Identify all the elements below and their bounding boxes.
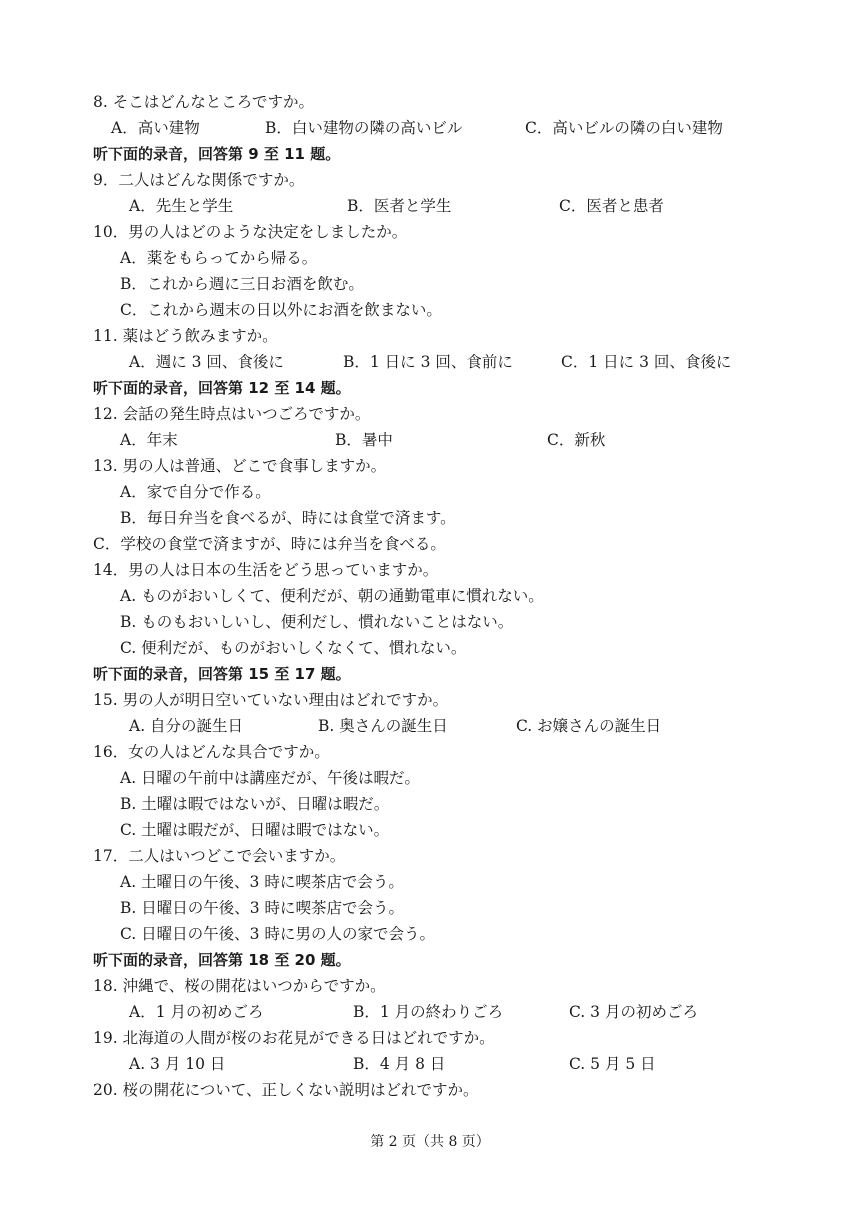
question-13: 13. 男の人は普通、どこで食事しますか。 xyxy=(93,457,387,475)
option-a: A．週に 3 回、食後に xyxy=(129,353,284,371)
question-18: 18. 沖縄で、桜の開花はいつからですか。 xyxy=(93,977,386,995)
question-8-options xyxy=(93,115,793,141)
option-c: C. 5 月 5 日 xyxy=(569,1055,656,1073)
option-c: C. 便利だが、ものがおいしくなくて、慣れない。 xyxy=(120,639,467,657)
option-a: A．先生と学生 xyxy=(129,197,234,215)
option-a: A．1 月の初めごろ xyxy=(129,1003,264,1021)
option-b: B．暑中 xyxy=(335,431,393,449)
section-heading: 听下面的录音，回答第 9 至 11 题。 xyxy=(93,145,341,163)
question-19-options xyxy=(93,1051,793,1077)
option-b: B．医者と学生 xyxy=(347,197,452,215)
option-b: B. 土曜は暇ではないが、日曜は暇だ。 xyxy=(120,795,390,813)
section-heading: 听下面的录音，回答第 18 至 20 题。 xyxy=(93,951,351,969)
option-c: C. 日曜日の午後、3 時に男の人の家で会う。 xyxy=(120,925,435,943)
option-b: B. 奥さんの誕生日 xyxy=(318,717,448,735)
question-8: 8. そこはどんなところですか。 xyxy=(93,93,315,111)
question-10: 10．男の人はどのような決定をしましたか。 xyxy=(93,223,408,241)
option-c: C．学校の食堂で済ますが、時には弁当を食べる。 xyxy=(93,535,446,553)
option-c: C．1 日に 3 回、食後に xyxy=(561,353,732,371)
option-b: B．これから週に三日お酒を飲む。 xyxy=(120,275,364,293)
question-15-options xyxy=(93,713,793,739)
option-a: A．高い建物 xyxy=(111,119,200,137)
page-footer: 第 2 页（共 8 页） xyxy=(370,1134,490,1150)
option-a: A. 日曜の午前中は講座だが、午後は暇だ。 xyxy=(120,769,421,787)
option-a: A. ものがおいしくて、便利だが、朝の通勤電車に慣れない。 xyxy=(120,587,544,605)
question-12: 12. 会話の発生時点はいつごろですか。 xyxy=(93,405,371,423)
option-a: A．薬をもらってから帰る。 xyxy=(120,249,318,267)
question-17: 17．二人はいつどこで会いますか。 xyxy=(93,847,346,865)
option-c: C. 3 月の初めごろ xyxy=(569,1003,698,1021)
option-b: B．4 月 8 日 xyxy=(353,1055,446,1073)
option-c: C．高いビルの隣の白い建物 xyxy=(525,119,723,137)
option-b: B. 日曜日の午後、3 時に喫茶店で会う。 xyxy=(120,899,405,917)
question-15: 15. 男の人が明日空いていない理由はどれですか。 xyxy=(93,691,449,709)
option-c: C．医者と患者 xyxy=(559,197,664,215)
question-20: 20. 桜の開花について、正しくない説明はどれですか。 xyxy=(93,1081,479,1099)
option-c: C．これから週末の日以外にお酒を飲まない。 xyxy=(120,301,442,319)
section-heading: 听下面的录音，回答第 12 至 14 题。 xyxy=(93,379,351,397)
question-11: 11. 薬はどう飲みますか。 xyxy=(93,327,278,345)
option-c: C．新秋 xyxy=(547,431,606,449)
question-18-options xyxy=(93,999,793,1025)
option-b: B．毎日弁当を食べるが、時には食堂で済ます。 xyxy=(120,509,456,527)
question-11-options xyxy=(93,349,793,375)
question-19: 19. 北海道の人間が桜のお花見ができる日はどれですか。 xyxy=(93,1029,495,1047)
option-a: A．家で自分で作る。 xyxy=(120,483,271,501)
option-a: A. 自分の誕生日 xyxy=(129,717,244,735)
question-9: 9．二人はどんな関係ですか。 xyxy=(93,171,305,189)
question-list xyxy=(93,89,793,1103)
question-12-options xyxy=(93,427,793,453)
option-b: B. ものもおいしいし、便利だし、慣れないことはない。 xyxy=(120,613,514,631)
option-a: A．年末 xyxy=(120,431,178,449)
question-16: 16．女の人はどんな具合ですか。 xyxy=(93,743,330,761)
option-a: A. 土曜日の午後、3 時に喫茶店で会う。 xyxy=(120,873,404,891)
option-b: B．白い建物の隣の高いビル xyxy=(265,119,463,137)
option-c: C. お嬢さんの誕生日 xyxy=(516,717,662,735)
option-c: C. 土曜は暇だが、日曜は暇ではない。 xyxy=(120,821,390,839)
option-a: A. 3 月 10 日 xyxy=(129,1055,226,1073)
option-b: B．1 日に 3 回、食前に xyxy=(343,353,513,371)
section-heading: 听下面的录音，回答第 15 至 17 题。 xyxy=(93,665,351,683)
option-b: B．1 月の終わりごろ xyxy=(353,1003,504,1021)
question-14: 14．男の人は日本の生活をどう思っていますか。 xyxy=(93,561,439,579)
question-9-options xyxy=(93,193,793,219)
